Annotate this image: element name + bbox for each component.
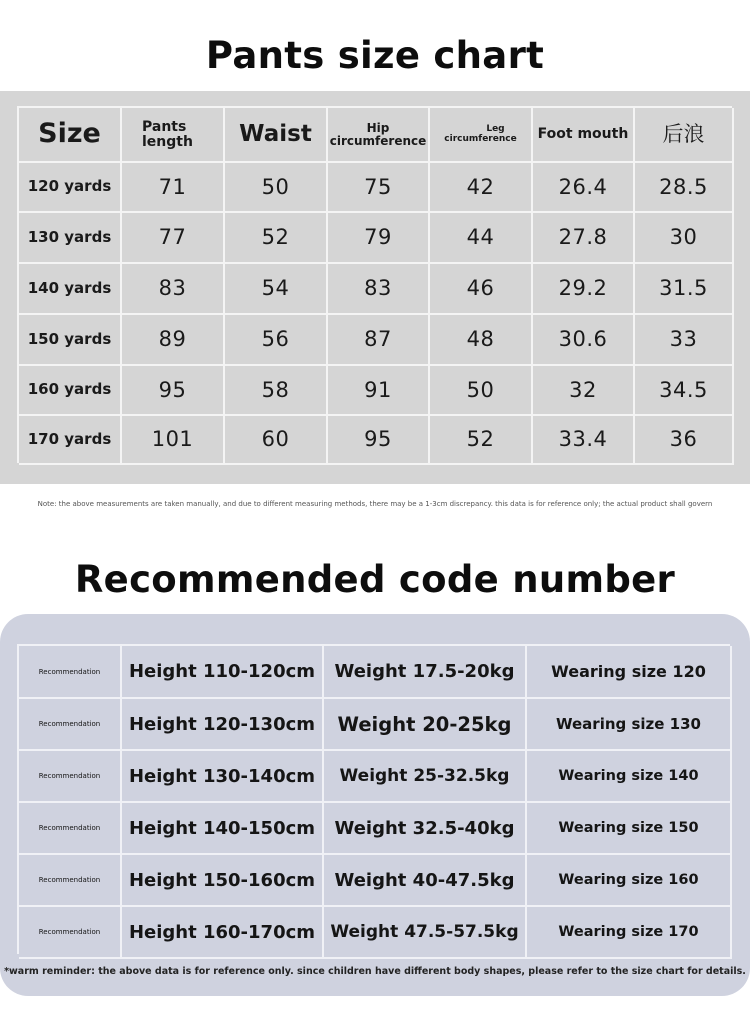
row-size-label: 170 yards bbox=[19, 416, 122, 465]
rec-row-label: Recommendation bbox=[19, 855, 122, 907]
cell-leg: 52 bbox=[430, 416, 533, 465]
cell-foot-mouth: 29.2 bbox=[533, 264, 635, 315]
header-waist: Waist bbox=[225, 108, 328, 163]
header-leg-line1: Leg bbox=[486, 124, 505, 135]
rec-weight: Weight 20-25kg bbox=[324, 699, 527, 751]
rec-height: Height 150-160cm bbox=[122, 855, 324, 907]
rec-weight: Weight 17.5-20kg bbox=[324, 646, 527, 699]
cell-pants-length: 95 bbox=[122, 366, 225, 416]
rec-height: Height 140-150cm bbox=[122, 803, 324, 855]
cell-leg: 42 bbox=[430, 163, 533, 213]
rec-row-label: Recommendation bbox=[19, 751, 122, 803]
rec-wearing-size: Wearing size 170 bbox=[527, 907, 732, 959]
rec-wearing-size: Wearing size 120 bbox=[527, 646, 732, 699]
cell-waist: 54 bbox=[225, 264, 328, 315]
row-size-label: 150 yards bbox=[19, 315, 122, 366]
cell-foot-mouth: 27.8 bbox=[533, 213, 635, 264]
rec-height: Height 130-140cm bbox=[122, 751, 324, 803]
rec-weight: Weight 40-47.5kg bbox=[324, 855, 527, 907]
cell-waist: 50 bbox=[225, 163, 328, 213]
size-chart-note: Note: the above measurements are taken manually, and due to different measuring methods, there may be a 1-3cm discrepancy. this data is for reference only; the actual product shall govern bbox=[37, 500, 713, 508]
header-foot-mouth: Foot mouth bbox=[533, 108, 635, 163]
cell-rise: 36 bbox=[635, 416, 734, 465]
cell-rise: 30 bbox=[635, 213, 734, 264]
row-size-label: 130 yards bbox=[19, 213, 122, 264]
header-leg bbox=[430, 108, 533, 163]
header-size: Size bbox=[19, 108, 122, 163]
cell-pants-length: 77 bbox=[122, 213, 225, 264]
cell-waist: 60 bbox=[225, 416, 328, 465]
cell-pants-length: 89 bbox=[122, 315, 225, 366]
cell-rise: 31.5 bbox=[635, 264, 734, 315]
cell-hip: 75 bbox=[328, 163, 430, 213]
row-size-label: 140 yards bbox=[19, 264, 122, 315]
cell-leg: 44 bbox=[430, 213, 533, 264]
rec-weight: Weight 47.5-57.5kg bbox=[324, 907, 527, 959]
rec-height: Height 110-120cm bbox=[122, 646, 324, 699]
cell-rise: 28.5 bbox=[635, 163, 734, 213]
cell-hip: 95 bbox=[328, 416, 430, 465]
cell-hip: 87 bbox=[328, 315, 430, 366]
header-hip-line2: circumference bbox=[329, 133, 427, 148]
header-leg-line2: circumference bbox=[444, 133, 517, 144]
cell-pants-length: 83 bbox=[122, 264, 225, 315]
row-size-label: 160 yards bbox=[19, 366, 122, 416]
rec-row-label: Recommendation bbox=[19, 699, 122, 751]
size-chart-panel bbox=[0, 91, 750, 484]
header-pants-length-line2: length bbox=[142, 133, 193, 150]
cell-foot-mouth: 32 bbox=[533, 366, 635, 416]
header-hip-line1: Hip bbox=[366, 120, 390, 135]
cell-rise: 34.5 bbox=[635, 366, 734, 416]
rec-weight: Weight 25-32.5kg bbox=[324, 751, 527, 803]
cell-pants-length: 101 bbox=[122, 416, 225, 465]
rec-row-label: Recommendation bbox=[19, 803, 122, 855]
recommendation-table bbox=[17, 644, 730, 954]
cell-hip: 83 bbox=[328, 264, 430, 315]
size-chart-table bbox=[17, 106, 732, 463]
cell-leg: 50 bbox=[430, 366, 533, 416]
cell-foot-mouth: 26.4 bbox=[533, 163, 635, 213]
rec-height: Height 120-130cm bbox=[122, 699, 324, 751]
cell-foot-mouth: 33.4 bbox=[533, 416, 635, 465]
cell-waist: 56 bbox=[225, 315, 328, 366]
cell-hip: 79 bbox=[328, 213, 430, 264]
cell-foot-mouth: 30.6 bbox=[533, 315, 635, 366]
header-hip bbox=[328, 108, 430, 163]
cell-pants-length: 71 bbox=[122, 163, 225, 213]
rec-height: Height 160-170cm bbox=[122, 907, 324, 959]
cell-rise: 33 bbox=[635, 315, 734, 366]
cell-hip: 91 bbox=[328, 366, 430, 416]
row-size-label: 120 yards bbox=[19, 163, 122, 213]
rec-weight: Weight 32.5-40kg bbox=[324, 803, 527, 855]
recommendation-title: Recommended code number bbox=[74, 558, 676, 601]
header-rise: 后浪 bbox=[635, 108, 734, 163]
cell-waist: 52 bbox=[225, 213, 328, 264]
recommendation-panel bbox=[0, 614, 750, 996]
cell-waist: 58 bbox=[225, 366, 328, 416]
size-chart-title: Pants size chart bbox=[205, 34, 545, 77]
header-pants-length-line1: Pants bbox=[142, 118, 187, 135]
header-pants-length bbox=[122, 108, 225, 163]
rec-wearing-size: Wearing size 160 bbox=[527, 855, 732, 907]
cell-leg: 48 bbox=[430, 315, 533, 366]
cell-leg: 46 bbox=[430, 264, 533, 315]
rec-wearing-size: Wearing size 140 bbox=[527, 751, 732, 803]
rec-wearing-size: Wearing size 150 bbox=[527, 803, 732, 855]
warm-reminder-note: *warm reminder: the above data is for reference only. since children have different body shapes, please refer to the size chart for details. bbox=[4, 966, 746, 977]
rec-row-label: Recommendation bbox=[19, 907, 122, 959]
rec-wearing-size: Wearing size 130 bbox=[527, 699, 732, 751]
rec-row-label: Recommendation bbox=[19, 646, 122, 699]
